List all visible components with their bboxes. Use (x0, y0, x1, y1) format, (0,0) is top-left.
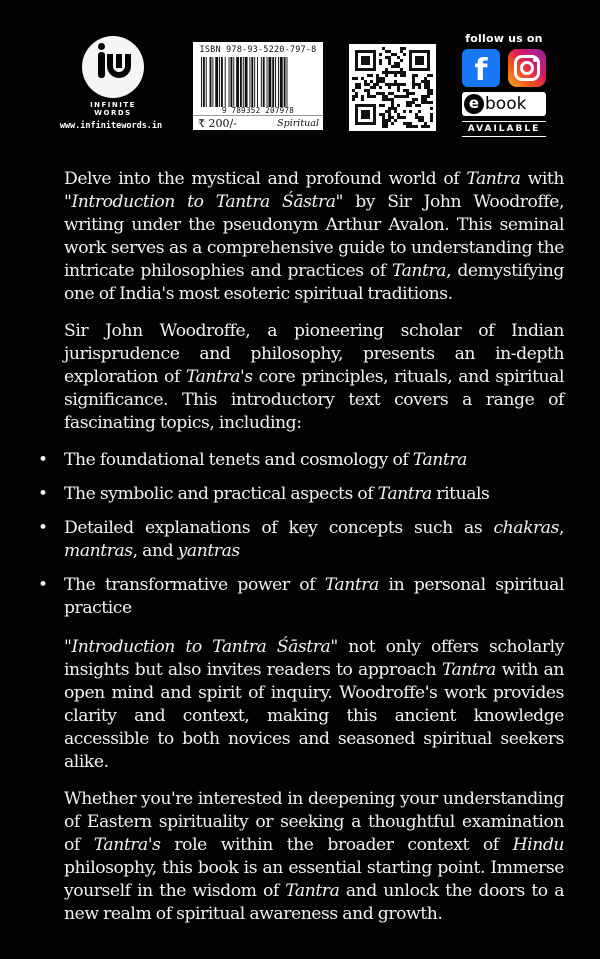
qr-code[interactable] (349, 44, 436, 131)
social-links (462, 32, 546, 137)
publisher-name-line1: INFINITE (90, 101, 136, 109)
isbn-barcode (193, 42, 323, 130)
blurb-paragraph-1: Delve into the mystical and profound world of Tantra with "Introduction to Tantra Śāstra" by Sir John Woodroffe, writing under the pseudonym Arthur Avalon. This seminal work serves as a comprehensive guide to understanding the intricate philosophies and practices of Tantra, demystifying one of India's most esoteric spiritual traditions. (64, 169, 564, 304)
ebook-label: book (485, 94, 527, 114)
topic-list (64, 449, 564, 620)
publisher-name-line2: WORDS (94, 109, 132, 117)
infinite-words-logo-icon (82, 36, 144, 98)
isbn-label: ISBN 978-93-5220-797-8 (199, 45, 317, 55)
blurb-paragraph-3: "Introduction to Tantra Śāstra" not only offers scholarly insights but also invites readers to approach Tantra with an open mind and spirit of inquiry. Woodroffe's work provides clarity and context, making this ancient knowledge accessible to both novices and seasoned spiritual seekers alike. (64, 637, 564, 772)
publisher-name (58, 101, 168, 117)
follow-us-label: follow us on (465, 32, 543, 45)
topic-item: • Detailed explanations of key concepts such as chakras, mantras, and yantras (64, 517, 564, 563)
blurb-paragraph-4: Whether you're interested in deepening your understanding of Eastern spirituality or seeking a thoughtful examination of Tantra's role within the broader context of Hindu philosophy, this book is an essential starting point. Immerse yourself in the wisdom of Tantra and unlock the doors to a new realm of spiritual awareness and growth. (64, 789, 565, 924)
available-label: AVAILABLE (462, 121, 546, 137)
publisher-url: www.infinitewords.in (59, 121, 163, 131)
topic-item: • The foundational tenets and cosmology of Tantra (64, 449, 564, 472)
topic-item: • The transformative power of Tantra in personal spiritual practice (64, 574, 564, 620)
price-divider (193, 115, 323, 116)
topic-item: • The symbolic and practical aspects of Tantra rituals (64, 483, 564, 506)
qr-code-pattern (349, 44, 436, 131)
book-price: ₹ 200/- (198, 117, 237, 130)
book-category: Spiritual (277, 118, 319, 129)
barcode-bars (201, 57, 315, 107)
blurb-paragraph-2: Sir John Woodroffe, a pioneering scholar of Indian jurisprudence and philosophy, presents an in-depth exploration of Tantra's core principles, rituals, and spiritual significance. This introductory text covers a range of fascinating topics, including: (64, 321, 564, 433)
facebook-icon[interactable]: f (462, 49, 500, 87)
book-blurb (64, 168, 564, 940)
ebook-badge (462, 92, 546, 116)
publisher-logo (58, 36, 168, 131)
social-icon-row (462, 49, 546, 87)
ebook-e-icon: e (464, 94, 484, 114)
cover-header (0, 0, 600, 150)
barcode-digits: 9 789352 207978 (221, 106, 295, 115)
instagram-icon[interactable] (508, 49, 546, 87)
